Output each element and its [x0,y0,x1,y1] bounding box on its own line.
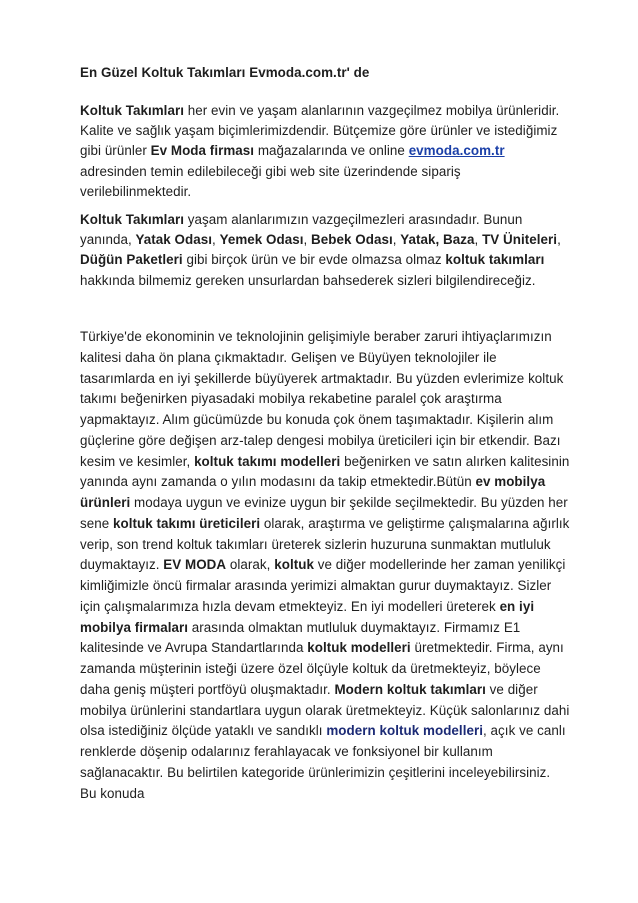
text-run: gibi birçok ürün ve bir evde olmazsa olmaz [182,252,446,268]
text-run: üretmektedir. Firma, aynı zamanda müşterinin isteği üzere özel ölçüyle koltuk da üretmekteyiz, böylece daha geniş müşteri portföyü oluşmaktadır. [80,640,564,697]
text-run: yaşam alanlarımızın vazgeçilmezleri arasındadır. Bunun yanında, [80,212,523,248]
text-run: , [212,232,220,248]
bold-phrase: Bebek Odası [311,232,393,248]
text-run: , [474,232,483,248]
highlighted-phrase: modern koltuk modelleri [326,723,484,739]
text-run: , [303,232,312,248]
text-run: ve diğer modellerinde her zaman yenilikçi kimliğimizle öncü firmalar arasında yerimizi almaktan gurur duymaktayız. Sizler için çalışmalarımıza hızla devam etmekteyiz. En iyi modelleri üreterek [80,557,566,614]
bold-phrase: koltuk modelleri [307,640,411,656]
bold-phrase: Koltuk Takımları [80,103,184,118]
text-run: olarak, [226,557,275,573]
bold-phrase: Modern koltuk takımları [334,681,486,697]
bold-phrase: en iyi mobilya firmaları [80,598,535,635]
text-run: mağazalarında ve online [254,143,409,159]
text-run: , açık ve canlı renklerde döşenip odalarınız ferahlayacak ve fonksiyonel bir kullanım sağlanacaktır. Bu belirtilen kategoride ürünlerimizin çeşitlerini inceleyebilirsiniz. Bu konuda [80,723,566,801]
bold-phrase: Yatak Odası [135,232,213,248]
bold-phrase: EV MODA [163,557,227,573]
bold-phrase: koltuk takımı üreticileri [113,515,261,531]
evmoda-link[interactable]: evmoda.com.tr [408,143,505,159]
text-run: , [557,232,561,248]
text-run: arasında olmaktan mutluluk duymaktayız. Firmamız E1 kalitesinde ve Avrupa Standartlarında [80,619,521,656]
bold-phrase: koltuk takımı modelleri [194,453,341,469]
text-run: adresinden temin edilebileceği gibi web site üzerindende sipariş verilebilinmektedir. [80,163,461,199]
bold-phrase: Yatak, Baza [400,232,475,248]
text-run: Türkiye'de ekonominin ve teknolojinin gelişimiyle beraber zaruri ihtiyaçlarımızın kalitesi daha ön plana çıkmaktadır. Gelişen ve Büyüyen teknolojiler ile tasarımlarda en iyi şekillerde büyüyerek artmaktadır. Bu yüzden evlerimize koltuk takımı beğenirken piyasadaki mobilya rekabetine paralel çok araştırma yapmaktayız. Alım gücümüzde bu konuda çok önem taşımaktadır. Kişilerin alım güçlerine göre değişen arz-talep dengesi mobilya üreticileri için bir etkendir. Bazı kesim ve kesimler, [80,329,564,469]
text-run: ve diğer mobilya ürünlerini standartlara uygun olarak üretmekteyiz. Küçük salonlarınız dahi olsa istediğiniz ölçüde yataklı ve sandıklı [80,681,570,739]
text-run: beğenirken ve satın alırken kalitesinin yanında aynı zamanda o yılın modasını da takip etmektedir.Bütün [80,453,570,490]
bold-phrase: TV Üniteleri [482,232,558,248]
text-run: , [392,232,401,248]
document-title: En Güzel Koltuk Takımları Evmoda.com.tr' de [80,65,370,80]
bold-phrase: Yemek Odası [219,232,304,248]
text-run: hakkında bilmemiz gereken unsurlardan bahsederek sizleri bilgilendireceğiz. [80,272,536,288]
paragraph-intro [80,101,570,202]
bold-phrase: Ev Moda firması [150,143,255,159]
bold-phrase: Koltuk Takımları [80,212,184,227]
bold-phrase: ev mobilya ürünleri [80,474,546,510]
bold-phrase: Düğün Paketleri [80,252,183,268]
text-run: her evin ve yaşam alanlarının vazgeçilmez mobilya ürünleridir. Kalite ve sağlık yaşam biçimlerimizdendir. Bütçemize göre ürünler ve istediğimiz gibi ürünler [80,103,560,159]
paragraph-living-spaces [80,210,570,291]
text-run: olarak, araştırma ve geliştirme çalışmalarına ağırlık verip, son trend koltuk takımları üreterek sizlerin huzuruna sunmaktan mutluluk duymaktayız. [80,515,570,573]
bold-phrase: koltuk [274,557,314,573]
bold-phrase: koltuk takımları [445,252,545,268]
paragraph-economy [80,327,570,804]
text-run: modaya uygun ve evinize uygun bir şekilde seçilmektedir. Bu yüzden her sene [80,495,568,531]
